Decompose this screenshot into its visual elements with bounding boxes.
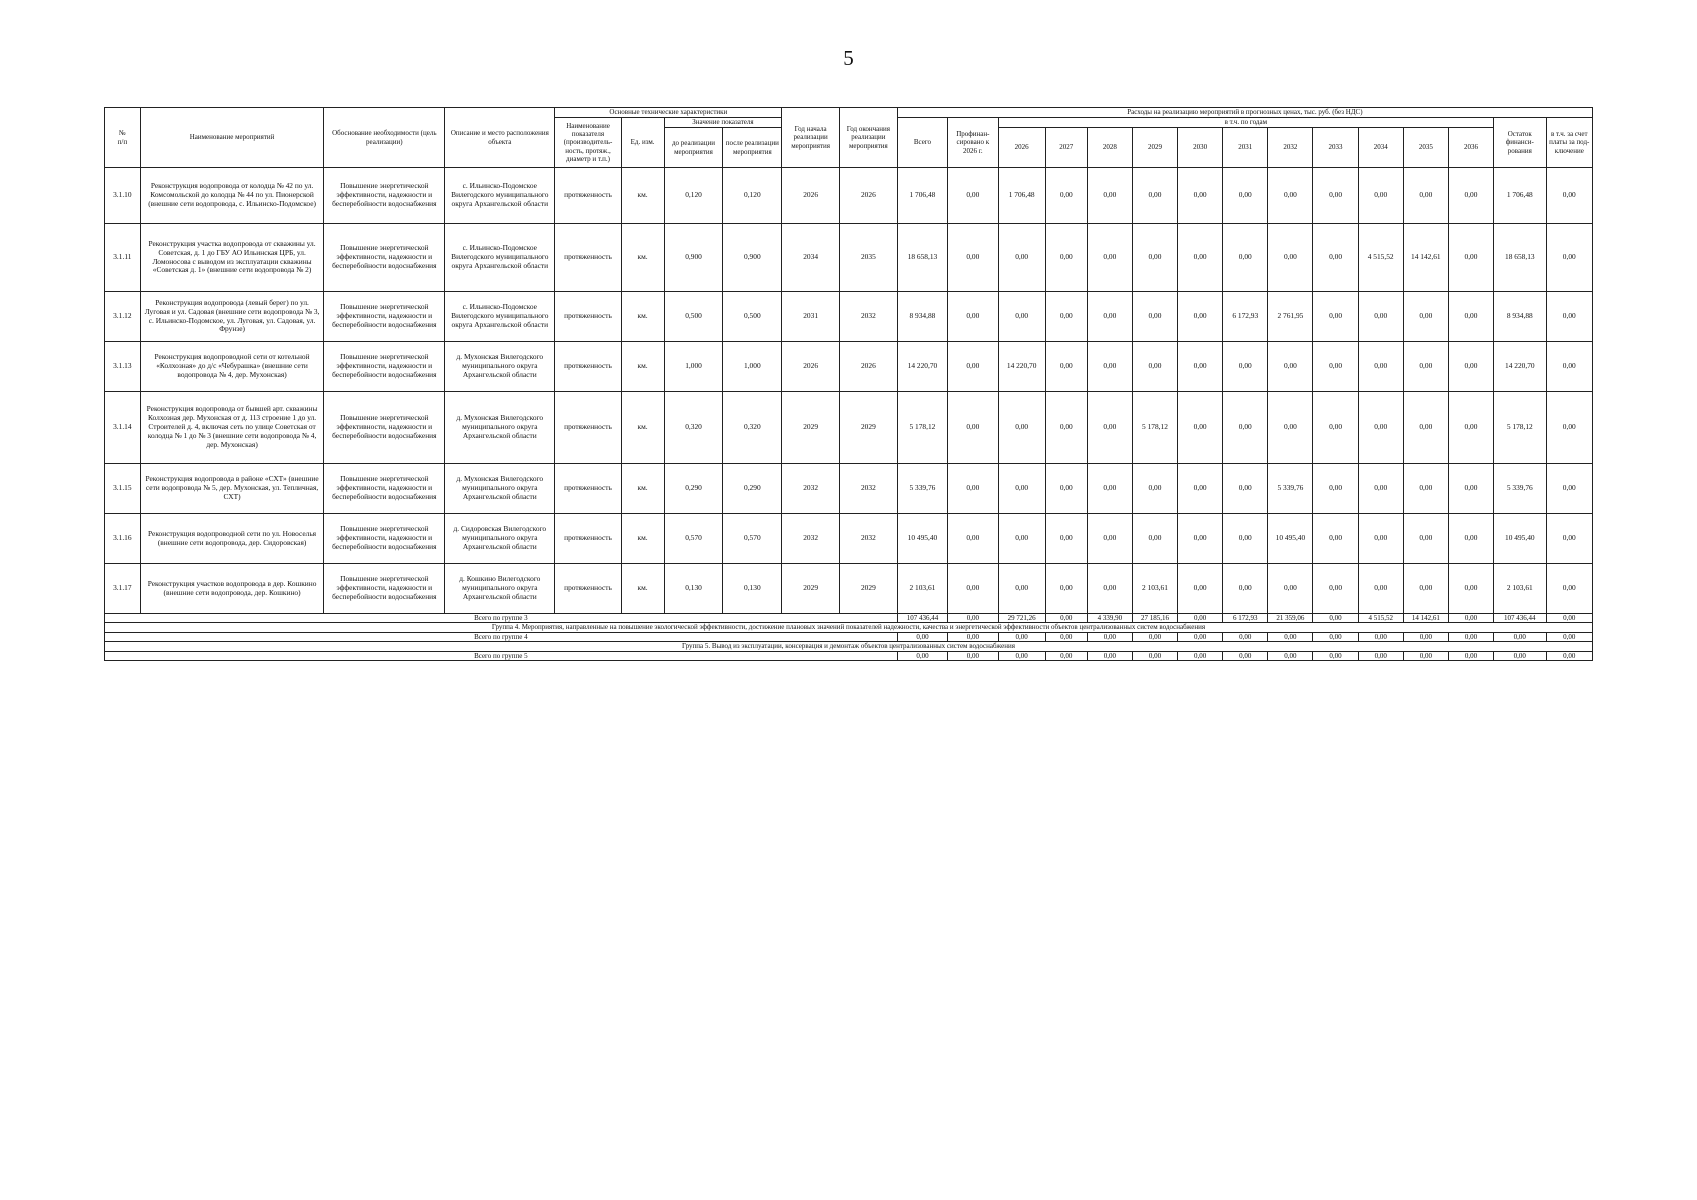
table-row <box>105 292 1593 342</box>
row-location: д. Сидоровская Вилегодского муниципального округа Архангельской области <box>445 514 555 564</box>
row-year-value: 0,00 <box>1448 514 1493 564</box>
row-total: 2 103,61 <box>897 564 947 614</box>
row-justification: Повышение энергетической эффективности, надежности и бесперебойности водоснабжения <box>324 342 445 392</box>
group-total-year: 0,00 <box>1178 651 1223 660</box>
row-total: 10 495,40 <box>897 514 947 564</box>
row-year-value: 0,00 <box>1087 464 1132 514</box>
header-year-start: Год начала реализации мероприятия <box>782 108 840 168</box>
row-year-value: 6 172,93 <box>1223 292 1268 342</box>
row-year-value: 0,00 <box>1403 514 1448 564</box>
group-total-year: 21 359,06 <box>1268 614 1313 623</box>
group-total-connection-fee: 0,00 <box>1546 632 1592 641</box>
row-after: 0,120 <box>723 168 782 224</box>
header-name: Наименование мероприятий <box>140 108 324 168</box>
group-total-year: 0,00 <box>1313 651 1358 660</box>
row-year-end: 2026 <box>840 168 898 224</box>
row-prefinanced: 0,00 <box>948 514 998 564</box>
row-prefinanced: 0,00 <box>948 564 998 614</box>
row-year-value: 0,00 <box>1448 564 1493 614</box>
row-indicator: протяженность <box>555 564 621 614</box>
row-year-end: 2032 <box>840 514 898 564</box>
row-year-value: 0,00 <box>1087 224 1132 292</box>
table-row <box>105 224 1593 292</box>
row-remainder: 1 706,48 <box>1494 168 1547 224</box>
row-year-value: 0,00 <box>1268 342 1313 392</box>
group-total-prefinanced: 0,00 <box>948 614 998 623</box>
row-year-end: 2029 <box>840 564 898 614</box>
group-total-year: 0,00 <box>1313 614 1358 623</box>
row-prefinanced: 0,00 <box>948 292 998 342</box>
table-row <box>105 564 1593 614</box>
header-connection-fee: в т.ч. за счет платы за под-ключение <box>1546 118 1592 168</box>
investment-table-wrapper <box>104 107 1593 661</box>
row-justification: Повышение энергетической эффективности, надежности и бесперебойности водоснабжения <box>324 168 445 224</box>
row-justification: Повышение энергетической эффективности, надежности и бесперебойности водоснабжения <box>324 564 445 614</box>
header-year: 2029 <box>1132 128 1177 168</box>
row-year-value: 0,00 <box>1045 224 1087 292</box>
row-year-value: 0,00 <box>1403 168 1448 224</box>
group-title: Группа 5. Вывод из эксплуатации, консервация и демонтаж объектов централизованных систем водоснабжения <box>105 642 1593 651</box>
header-by-years: в т.ч. по годам <box>998 118 1494 128</box>
row-year-value: 0,00 <box>1045 168 1087 224</box>
row-indicator: протяженность <box>555 464 621 514</box>
row-year-value: 0,00 <box>1045 464 1087 514</box>
row-location: д. Кошкино Вилегодского муниципального округа Архангельской области <box>445 564 555 614</box>
row-year-value: 0,00 <box>1358 514 1403 564</box>
row-year-value: 0,00 <box>1223 392 1268 464</box>
group-total-total: 107 436,44 <box>897 614 947 623</box>
group-total-year: 0,00 <box>1403 651 1448 660</box>
header-year: 2030 <box>1178 128 1223 168</box>
row-year-value: 0,00 <box>1223 564 1268 614</box>
row-year-value: 0,00 <box>1448 464 1493 514</box>
row-before: 0,320 <box>664 392 723 464</box>
row-year-start: 2032 <box>782 464 840 514</box>
row-year-value: 0,00 <box>1045 342 1087 392</box>
row-location: с. Ильинско-Подомское Вилегодского муниципального округа Архангельской области <box>445 292 555 342</box>
group-total-year: 6 172,93 <box>1223 614 1268 623</box>
row-unit: км. <box>621 392 664 464</box>
row-year-start: 2034 <box>782 224 840 292</box>
row-connection-fee: 0,00 <box>1546 342 1592 392</box>
group-total-total: 0,00 <box>897 632 947 641</box>
row-justification: Повышение энергетической эффективности, надежности и бесперебойности водоснабжения <box>324 514 445 564</box>
row-name: Реконструкция водопроводной сети от котельной «Колхозная» до д/с «Чебурашка» (внешние сети водопровода № 4, дер. Мухонская) <box>140 342 324 392</box>
row-year-value: 0,00 <box>1132 464 1177 514</box>
row-year-start: 2031 <box>782 292 840 342</box>
row-year-value: 0,00 <box>1087 342 1132 392</box>
header-justification: Обоснование необходимости (цель реализации) <box>324 108 445 168</box>
group-total-year: 0,00 <box>998 651 1045 660</box>
row-year-value: 0,00 <box>1403 464 1448 514</box>
row-indicator: протяженность <box>555 292 621 342</box>
row-year-value: 10 495,40 <box>1268 514 1313 564</box>
group-total-year: 0,00 <box>1358 632 1403 641</box>
row-year-value: 0,00 <box>1223 168 1268 224</box>
row-unit: км. <box>621 168 664 224</box>
header-year-end: Год окончания реализации мероприятия <box>840 108 898 168</box>
row-name: Реконструкция водопровода от колодца № 42 по ул. Комсомольской до колодца № 44 по ул. Пионерской (внешние сети водопровода, с. Ильинско-Подомское) <box>140 168 324 224</box>
row-number: 3.1.13 <box>105 342 141 392</box>
row-before: 0,290 <box>664 464 723 514</box>
group-total-remainder: 0,00 <box>1494 632 1547 641</box>
row-year-value: 0,00 <box>1223 342 1268 392</box>
row-remainder: 5 178,12 <box>1494 392 1547 464</box>
table-row <box>105 514 1593 564</box>
table-header <box>105 108 1593 168</box>
header-year: 2036 <box>1448 128 1493 168</box>
row-connection-fee: 0,00 <box>1546 168 1592 224</box>
group-total-label: Всего по группе 5 <box>105 651 898 660</box>
row-number: 3.1.17 <box>105 564 141 614</box>
group-total-year: 0,00 <box>1045 632 1087 641</box>
group5-total-row <box>105 651 1593 660</box>
group-total-prefinanced: 0,00 <box>948 651 998 660</box>
group-total-year: 0,00 <box>1178 614 1223 623</box>
row-after: 0,320 <box>723 392 782 464</box>
group-total-year: 0,00 <box>1268 651 1313 660</box>
row-year-value: 0,00 <box>1045 292 1087 342</box>
row-after: 0,570 <box>723 514 782 564</box>
group-total-year: 0,00 <box>1268 632 1313 641</box>
row-year-value: 0,00 <box>1268 168 1313 224</box>
row-location: д. Мухонская Вилегодского муниципального округа Архангельской области <box>445 392 555 464</box>
row-indicator: протяженность <box>555 224 621 292</box>
row-remainder: 8 934,88 <box>1494 292 1547 342</box>
header-year: 2034 <box>1358 128 1403 168</box>
row-year-value: 0,00 <box>998 292 1045 342</box>
group-total-year: 0,00 <box>1313 632 1358 641</box>
row-year-value: 0,00 <box>1358 392 1403 464</box>
table-row <box>105 342 1593 392</box>
group-total-year: 0,00 <box>998 632 1045 641</box>
row-year-value: 0,00 <box>1132 342 1177 392</box>
group-total-year: 0,00 <box>1223 632 1268 641</box>
row-location: д. Мухонская Вилегодского муниципального округа Архангельской области <box>445 464 555 514</box>
header-year: 2033 <box>1313 128 1358 168</box>
group-total-year: 0,00 <box>1132 651 1177 660</box>
row-year-value: 0,00 <box>1178 392 1223 464</box>
group-total-year: 0,00 <box>1178 632 1223 641</box>
header-before: до реализации мероприятия <box>664 128 723 168</box>
row-total: 18 658,13 <box>897 224 947 292</box>
row-number: 3.1.10 <box>105 168 141 224</box>
row-name: Реконструкция водопровода от бывшей арт. скважины Колхозная дер. Мухонская от д. 113 строение 1 до ул. Строителей д. 4, включая сеть по улице Советская от колодца № 1 до № 3 (внешние сети водопровода № 4, дер. Мухонская) <box>140 392 324 464</box>
row-remainder: 14 220,70 <box>1494 342 1547 392</box>
row-year-value: 0,00 <box>1313 168 1358 224</box>
row-year-value: 0,00 <box>1358 564 1403 614</box>
row-location: с. Ильинско-Подомское Вилегодского муниципального округа Архангельской области <box>445 168 555 224</box>
header-total: Всего <box>897 118 947 168</box>
group-total-remainder: 0,00 <box>1494 651 1547 660</box>
header-prefinanced: Профинан-сировано к 2026 г. <box>948 118 998 168</box>
header-remainder: Остаток финанси-рования <box>1494 118 1547 168</box>
group-total-total: 0,00 <box>897 651 947 660</box>
row-unit: км. <box>621 342 664 392</box>
row-year-value: 0,00 <box>1087 292 1132 342</box>
row-year-value: 0,00 <box>1358 464 1403 514</box>
row-year-value: 2 761,95 <box>1268 292 1313 342</box>
group-total-year: 0,00 <box>1045 614 1087 623</box>
row-year-value: 0,00 <box>1132 224 1177 292</box>
row-year-value: 0,00 <box>1403 292 1448 342</box>
row-year-value: 4 515,52 <box>1358 224 1403 292</box>
row-year-value: 5 339,76 <box>1268 464 1313 514</box>
row-unit: км. <box>621 514 664 564</box>
group-total-year: 14 142,61 <box>1403 614 1448 623</box>
row-after: 0,500 <box>723 292 782 342</box>
row-year-value: 0,00 <box>1448 392 1493 464</box>
row-before: 1,000 <box>664 342 723 392</box>
header-num: № п/п <box>105 108 141 168</box>
row-year-start: 2032 <box>782 514 840 564</box>
row-year-value: 0,00 <box>1313 224 1358 292</box>
row-connection-fee: 0,00 <box>1546 392 1592 464</box>
row-year-value: 0,00 <box>1403 392 1448 464</box>
row-name: Реконструкция водопроводной сети по ул. Новоселья (внешние сети водопровода, дер. Сидоровская) <box>140 514 324 564</box>
row-unit: км. <box>621 464 664 514</box>
group-total-year: 27 185,16 <box>1132 614 1177 623</box>
row-justification: Повышение энергетической эффективности, надежности и бесперебойности водоснабжения <box>324 464 445 514</box>
row-year-value: 0,00 <box>1178 168 1223 224</box>
group-total-year: 0,00 <box>1132 632 1177 641</box>
row-year-end: 2035 <box>840 224 898 292</box>
row-before: 0,570 <box>664 514 723 564</box>
row-number: 3.1.12 <box>105 292 141 342</box>
row-year-value: 0,00 <box>1268 564 1313 614</box>
group-total-year: 0,00 <box>1403 632 1448 641</box>
row-year-value: 2 103,61 <box>1132 564 1177 614</box>
header-year: 2031 <box>1223 128 1268 168</box>
table-row <box>105 392 1593 464</box>
row-number: 3.1.14 <box>105 392 141 464</box>
group4-total-row <box>105 632 1593 641</box>
row-unit: км. <box>621 292 664 342</box>
row-year-value: 0,00 <box>998 224 1045 292</box>
row-after: 0,290 <box>723 464 782 514</box>
group4-title-row <box>105 623 1593 632</box>
group-total-connection-fee: 0,00 <box>1546 651 1592 660</box>
header-year: 2028 <box>1087 128 1132 168</box>
row-year-value: 0,00 <box>998 392 1045 464</box>
row-connection-fee: 0,00 <box>1546 224 1592 292</box>
row-indicator: протяженность <box>555 392 621 464</box>
row-before: 0,120 <box>664 168 723 224</box>
group-total-year: 0,00 <box>1223 651 1268 660</box>
row-year-value: 0,00 <box>1132 514 1177 564</box>
group-total-prefinanced: 0,00 <box>948 632 998 641</box>
row-year-value: 0,00 <box>1178 564 1223 614</box>
row-indicator: протяженность <box>555 168 621 224</box>
row-year-value: 0,00 <box>1268 392 1313 464</box>
group-total-year: 4 339,90 <box>1087 614 1132 623</box>
investment-table <box>104 107 1593 661</box>
row-after: 1,000 <box>723 342 782 392</box>
header-tech-group: Основные технические характеристики <box>555 108 782 118</box>
row-year-value: 0,00 <box>1087 168 1132 224</box>
row-year-start: 2029 <box>782 392 840 464</box>
row-year-value: 0,00 <box>1087 564 1132 614</box>
row-year-start: 2029 <box>782 564 840 614</box>
row-year-value: 0,00 <box>1358 342 1403 392</box>
row-total: 8 934,88 <box>897 292 947 342</box>
row-total: 5 178,12 <box>897 392 947 464</box>
header-unit: Ед. изм. <box>621 118 664 168</box>
row-year-value: 0,00 <box>1313 292 1358 342</box>
row-year-value: 0,00 <box>1268 224 1313 292</box>
header-costs: Расходы на реализацию мероприятий в прогнозных ценах, тыс. руб. (без НДС) <box>897 108 1592 118</box>
row-year-end: 2032 <box>840 292 898 342</box>
group-title: Группа 4. Мероприятия, направленные на повышение экологической эффективности, достижение плановых значений показателей надежности, качества и энергетической эффективности объектов централизованных систем водоснабжения <box>105 623 1593 632</box>
header-after: после реализации мероприятия <box>723 128 782 168</box>
group-total-connection-fee: 0,00 <box>1546 614 1592 623</box>
row-year-value: 0,00 <box>1087 514 1132 564</box>
row-connection-fee: 0,00 <box>1546 464 1592 514</box>
table-row <box>105 168 1593 224</box>
row-year-value: 0,00 <box>1313 514 1358 564</box>
group5-title-row <box>105 642 1593 651</box>
row-remainder: 2 103,61 <box>1494 564 1547 614</box>
row-year-value: 0,00 <box>1448 342 1493 392</box>
row-year-start: 2026 <box>782 342 840 392</box>
row-number: 3.1.15 <box>105 464 141 514</box>
header-indicator-name: Наименование показателя (производитель-ность, протяж., диаметр и т.п.) <box>555 118 621 168</box>
row-year-value: 0,00 <box>998 514 1045 564</box>
row-name: Реконструкция участков водопровода в дер. Кошкино (внешние сети водопровода, дер. Кошкино) <box>140 564 324 614</box>
row-year-value: 0,00 <box>1045 392 1087 464</box>
row-year-value: 0,00 <box>1358 292 1403 342</box>
row-justification: Повышение энергетической эффективности, надежности и бесперебойности водоснабжения <box>324 292 445 342</box>
row-year-value: 0,00 <box>1358 168 1403 224</box>
group-total-year: 0,00 <box>1045 651 1087 660</box>
table-body <box>105 168 1593 661</box>
row-prefinanced: 0,00 <box>948 464 998 514</box>
row-before: 0,130 <box>664 564 723 614</box>
row-prefinanced: 0,00 <box>948 168 998 224</box>
row-year-value: 0,00 <box>998 564 1045 614</box>
row-total: 1 706,48 <box>897 168 947 224</box>
row-year-value: 0,00 <box>1448 168 1493 224</box>
group-total-label: Всего по группе 4 <box>105 632 898 641</box>
row-indicator: протяженность <box>555 342 621 392</box>
row-location: с. Ильинско-Подомское Вилегодского муниципального округа Архангельской области <box>445 224 555 292</box>
row-year-value: 0,00 <box>1045 514 1087 564</box>
row-number: 3.1.16 <box>105 514 141 564</box>
row-remainder: 5 339,76 <box>1494 464 1547 514</box>
row-connection-fee: 0,00 <box>1546 564 1592 614</box>
row-justification: Повышение энергетической эффективности, надежности и бесперебойности водоснабжения <box>324 224 445 292</box>
row-after: 0,900 <box>723 224 782 292</box>
group-total-year: 0,00 <box>1448 651 1493 660</box>
row-year-value: 0,00 <box>1132 292 1177 342</box>
row-indicator: протяженность <box>555 514 621 564</box>
row-year-value: 0,00 <box>1448 292 1493 342</box>
row-unit: км. <box>621 564 664 614</box>
group-total-label: Всего по группе 3 <box>105 614 898 623</box>
row-prefinanced: 0,00 <box>948 224 998 292</box>
row-year-value: 0,00 <box>1223 464 1268 514</box>
row-remainder: 10 495,40 <box>1494 514 1547 564</box>
row-location: д. Мухонская Вилегодского муниципального округа Архангельской области <box>445 342 555 392</box>
row-name: Реконструкция участка водопровода от скважины ул. Советская, д. 1 до ГБУ АО Ильинская ЦРБ, ул. Ломоносова с выводом из эксплуатации скважины «Советская д. 1» (внешние сети водопровода № 2) <box>140 224 324 292</box>
row-after: 0,130 <box>723 564 782 614</box>
row-year-value: 14 142,61 <box>1403 224 1448 292</box>
row-year-value: 0,00 <box>1223 514 1268 564</box>
page-number: 5 <box>843 46 854 70</box>
header-indicator-value: Значение показателя <box>664 118 782 128</box>
row-year-value: 0,00 <box>1223 224 1268 292</box>
row-total: 14 220,70 <box>897 342 947 392</box>
group-total-year: 29 721,26 <box>998 614 1045 623</box>
row-year-value: 0,00 <box>1313 392 1358 464</box>
row-number: 3.1.11 <box>105 224 141 292</box>
group-total-year: 0,00 <box>1358 651 1403 660</box>
group-total-year: 4 515,52 <box>1358 614 1403 623</box>
header-year: 2027 <box>1045 128 1087 168</box>
row-before: 0,500 <box>664 292 723 342</box>
row-name: Реконструкция водопровода в районе «СХТ» (внешние сети водопровода № 5, дер. Мухонская, ул. Тепличная, СХТ) <box>140 464 324 514</box>
row-year-value: 0,00 <box>1178 514 1223 564</box>
row-year-value: 14 220,70 <box>998 342 1045 392</box>
header-year: 2026 <box>998 128 1045 168</box>
row-year-value: 0,00 <box>1132 168 1177 224</box>
row-year-value: 0,00 <box>1178 224 1223 292</box>
row-year-value: 0,00 <box>1403 342 1448 392</box>
row-remainder: 18 658,13 <box>1494 224 1547 292</box>
table-row <box>105 464 1593 514</box>
group3-total-row <box>105 614 1593 623</box>
row-year-value: 0,00 <box>1045 564 1087 614</box>
group-total-year: 0,00 <box>1087 632 1132 641</box>
row-prefinanced: 0,00 <box>948 392 998 464</box>
row-year-value: 5 178,12 <box>1132 392 1177 464</box>
row-year-value: 0,00 <box>1178 464 1223 514</box>
header-location: Описание и место расположения объекта <box>445 108 555 168</box>
row-before: 0,900 <box>664 224 723 292</box>
row-year-value: 0,00 <box>998 464 1045 514</box>
row-year-value: 0,00 <box>1087 392 1132 464</box>
row-unit: км. <box>621 224 664 292</box>
row-year-end: 2026 <box>840 342 898 392</box>
row-justification: Повышение энергетической эффективности, надежности и бесперебойности водоснабжения <box>324 392 445 464</box>
group-total-year: 0,00 <box>1448 632 1493 641</box>
row-connection-fee: 0,00 <box>1546 292 1592 342</box>
row-total: 5 339,76 <box>897 464 947 514</box>
row-year-value: 1 706,48 <box>998 168 1045 224</box>
row-year-start: 2026 <box>782 168 840 224</box>
group-total-remainder: 107 436,44 <box>1494 614 1547 623</box>
row-connection-fee: 0,00 <box>1546 514 1592 564</box>
row-year-end: 2029 <box>840 392 898 464</box>
row-year-value: 0,00 <box>1178 342 1223 392</box>
row-name: Реконструкция водопровода (левый берег) по ул. Луговая и ул. Садовая (внешние сети водопровода № 3, с. Ильинско-Подомское, ул. Луговая, ул. Садовая, ул. Фрунзе) <box>140 292 324 342</box>
row-prefinanced: 0,00 <box>948 342 998 392</box>
row-year-value: 0,00 <box>1178 292 1223 342</box>
row-year-value: 0,00 <box>1448 224 1493 292</box>
header-year: 2035 <box>1403 128 1448 168</box>
row-year-value: 0,00 <box>1313 342 1358 392</box>
row-year-end: 2032 <box>840 464 898 514</box>
row-year-value: 0,00 <box>1313 464 1358 514</box>
group-total-year: 0,00 <box>1087 651 1132 660</box>
header-year: 2032 <box>1268 128 1313 168</box>
row-year-value: 0,00 <box>1403 564 1448 614</box>
group-total-year: 0,00 <box>1448 614 1493 623</box>
row-year-value: 0,00 <box>1313 564 1358 614</box>
